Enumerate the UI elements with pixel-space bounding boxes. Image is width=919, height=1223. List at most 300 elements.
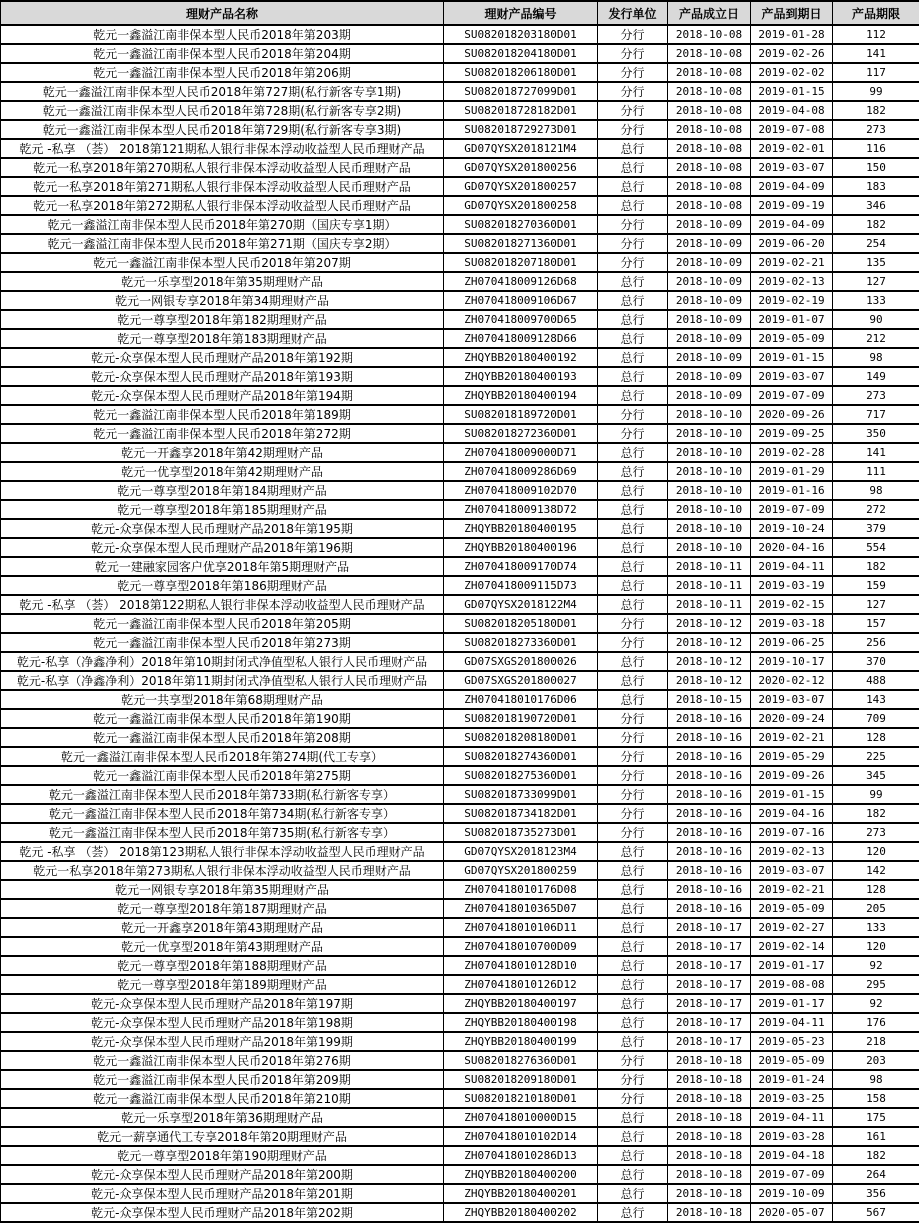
product-code-cell[interactable]: ZH070418009106D67	[444, 291, 598, 310]
maturity-date-cell[interactable]: 2019-01-15	[751, 82, 833, 101]
term-days-cell[interactable]: 90	[833, 310, 919, 329]
product-name-cell[interactable]: 乾元一建融家园客户优享2018年第5期理财产品	[1, 557, 444, 576]
term-days-cell[interactable]: 161	[833, 1127, 919, 1146]
start-date-cell[interactable]: 2018-10-10	[668, 538, 751, 557]
issuing-unit-cell[interactable]: 总行	[598, 557, 668, 576]
term-days-cell[interactable]: 116	[833, 139, 919, 158]
term-days-cell[interactable]: 135	[833, 253, 919, 272]
product-name-cell[interactable]: 乾元一优享型2018年第42期理财产品	[1, 462, 444, 481]
start-date-cell[interactable]: 2018-10-18	[668, 1203, 751, 1222]
start-date-cell[interactable]: 2018-10-15	[668, 690, 751, 709]
term-days-cell[interactable]: 142	[833, 861, 919, 880]
term-days-cell[interactable]: 120	[833, 842, 919, 861]
term-days-cell[interactable]: 176	[833, 1013, 919, 1032]
maturity-date-cell[interactable]: 2020-02-12	[751, 671, 833, 690]
term-days-cell[interactable]: 272	[833, 500, 919, 519]
term-days-cell[interactable]: 157	[833, 614, 919, 633]
maturity-date-cell[interactable]: 2019-07-16	[751, 823, 833, 842]
start-date-cell[interactable]: 2018-10-17	[668, 1013, 751, 1032]
issuing-unit-cell[interactable]: 总行	[598, 443, 668, 462]
issuing-unit-cell[interactable]: 总行	[598, 348, 668, 367]
product-code-cell[interactable]: ZH070418010365D07	[444, 899, 598, 918]
product-code-cell[interactable]: ZHQYBB20180400196	[444, 538, 598, 557]
maturity-date-cell[interactable]: 2019-02-01	[751, 139, 833, 158]
issuing-unit-cell[interactable]: 分行	[598, 44, 668, 63]
product-code-cell[interactable]: ZH070418009000D71	[444, 443, 598, 462]
start-date-cell[interactable]: 2018-10-18	[668, 1127, 751, 1146]
term-days-cell[interactable]: 158	[833, 1089, 919, 1108]
product-name-cell[interactable]: 乾元-众享保本型人民币理财产品2018年第193期	[1, 367, 444, 386]
term-days-cell[interactable]: 141	[833, 44, 919, 63]
product-code-cell[interactable]: ZHQYBB20180400193	[444, 367, 598, 386]
maturity-date-cell[interactable]: 2019-03-18	[751, 614, 833, 633]
maturity-date-cell[interactable]: 2019-03-07	[751, 158, 833, 177]
product-name-cell[interactable]: 乾元一尊享型2018年第182期理财产品	[1, 310, 444, 329]
product-name-cell[interactable]: 乾元一鑫溢江南非保本型人民币2018年第733期(私行新客专享）	[1, 785, 444, 804]
issuing-unit-cell[interactable]: 总行	[598, 386, 668, 405]
maturity-date-cell[interactable]: 2019-02-13	[751, 842, 833, 861]
term-days-cell[interactable]: 182	[833, 215, 919, 234]
product-code-cell[interactable]: ZHQYBB20180400202	[444, 1203, 598, 1222]
start-date-cell[interactable]: 2018-10-12	[668, 671, 751, 690]
maturity-date-cell[interactable]: 2019-02-28	[751, 443, 833, 462]
issuing-unit-cell[interactable]: 分行	[598, 728, 668, 747]
product-name-cell[interactable]: 乾元-众享保本型人民币理财产品2018年第201期	[1, 1184, 444, 1203]
maturity-date-cell[interactable]: 2019-02-19	[751, 291, 833, 310]
product-name-cell[interactable]: 乾元-私享（净鑫净利）2018年第10期封闭式净值型私人银行人民币理财产品	[1, 652, 444, 671]
term-days-cell[interactable]: 149	[833, 367, 919, 386]
term-days-cell[interactable]: 127	[833, 595, 919, 614]
product-name-cell[interactable]: 乾元一鑫溢江南非保本型人民币2018年第271期（国庆专享2期）	[1, 234, 444, 253]
issuing-unit-cell[interactable]: 分行	[598, 82, 668, 101]
start-date-cell[interactable]: 2018-10-09	[668, 348, 751, 367]
maturity-date-cell[interactable]: 2019-02-26	[751, 44, 833, 63]
term-days-cell[interactable]: 182	[833, 1146, 919, 1165]
product-code-cell[interactable]: SU082018205180D01	[444, 614, 598, 633]
product-code-cell[interactable]: ZHQYBB20180400198	[444, 1013, 598, 1032]
product-code-cell[interactable]: SU082018209180D01	[444, 1070, 598, 1089]
product-code-cell[interactable]: ZH070418009115D73	[444, 576, 598, 595]
product-name-cell[interactable]: 乾元一鑫溢江南非保本型人民币2018年第205期	[1, 614, 444, 633]
product-code-cell[interactable]: SU082018210180D01	[444, 1089, 598, 1108]
issuing-unit-cell[interactable]: 总行	[598, 1013, 668, 1032]
maturity-date-cell[interactable]: 2019-08-08	[751, 975, 833, 994]
start-date-cell[interactable]: 2018-10-09	[668, 329, 751, 348]
maturity-date-cell[interactable]: 2019-05-23	[751, 1032, 833, 1051]
product-name-cell[interactable]: 乾元一鑫溢江南非保本型人民币2018年第274期(代工专享）	[1, 747, 444, 766]
product-code-cell[interactable]: ZH070418010286D13	[444, 1146, 598, 1165]
start-date-cell[interactable]: 2018-10-08	[668, 44, 751, 63]
start-date-cell[interactable]: 2018-10-16	[668, 804, 751, 823]
product-name-cell[interactable]: 乾元一鑫溢江南非保本型人民币2018年第210期	[1, 1089, 444, 1108]
product-name-cell[interactable]: 乾元一尊享型2018年第186期理财产品	[1, 576, 444, 595]
product-code-cell[interactable]: ZHQYBB20180400192	[444, 348, 598, 367]
product-name-cell[interactable]: 乾元一鑫溢江南非保本型人民币2018年第206期	[1, 63, 444, 82]
start-date-cell[interactable]: 2018-10-18	[668, 1070, 751, 1089]
term-days-cell[interactable]: 112	[833, 25, 919, 44]
product-name-cell[interactable]: 乾元一开鑫享2018年第43期理财产品	[1, 918, 444, 937]
start-date-cell[interactable]: 2018-10-09	[668, 215, 751, 234]
maturity-date-cell[interactable]: 2019-04-18	[751, 1146, 833, 1165]
maturity-date-cell[interactable]: 2019-04-09	[751, 215, 833, 234]
issuing-unit-cell[interactable]: 总行	[598, 538, 668, 557]
maturity-date-cell[interactable]: 2019-07-09	[751, 1165, 833, 1184]
issuing-unit-cell[interactable]: 总行	[598, 576, 668, 595]
issuing-unit-cell[interactable]: 总行	[598, 937, 668, 956]
product-code-cell[interactable]: ZH070418009286D69	[444, 462, 598, 481]
product-code-cell[interactable]: ZH070418009170D74	[444, 557, 598, 576]
start-date-cell[interactable]: 2018-10-18	[668, 1165, 751, 1184]
product-name-cell[interactable]: 乾元一鑫溢江南非保本型人民币2018年第729期(私行新客专享3期)	[1, 120, 444, 139]
maturity-date-cell[interactable]: 2019-04-08	[751, 101, 833, 120]
term-days-cell[interactable]: 256	[833, 633, 919, 652]
product-code-cell[interactable]: ZH070418009128D66	[444, 329, 598, 348]
start-date-cell[interactable]: 2018-10-18	[668, 1051, 751, 1070]
issuing-unit-cell[interactable]: 分行	[598, 614, 668, 633]
issuing-unit-cell[interactable]: 分行	[598, 823, 668, 842]
term-days-cell[interactable]: 182	[833, 804, 919, 823]
product-name-cell[interactable]: 乾元-众享保本型人民币理财产品2018年第196期	[1, 538, 444, 557]
issuing-unit-cell[interactable]: 总行	[598, 956, 668, 975]
product-code-cell[interactable]: GD07QYSX2018121M4	[444, 139, 598, 158]
maturity-date-cell[interactable]: 2019-05-09	[751, 899, 833, 918]
issuing-unit-cell[interactable]: 总行	[598, 899, 668, 918]
maturity-date-cell[interactable]: 2019-04-11	[751, 557, 833, 576]
term-days-cell[interactable]: 356	[833, 1184, 919, 1203]
product-code-cell[interactable]: ZH070418009700D65	[444, 310, 598, 329]
term-days-cell[interactable]: 92	[833, 994, 919, 1013]
term-days-cell[interactable]: 98	[833, 481, 919, 500]
product-code-cell[interactable]: SU082018270360D01	[444, 215, 598, 234]
issuing-unit-cell[interactable]: 总行	[598, 842, 668, 861]
maturity-date-cell[interactable]: 2019-06-25	[751, 633, 833, 652]
term-days-cell[interactable]: 717	[833, 405, 919, 424]
product-code-cell[interactable]: SU082018728182D01	[444, 101, 598, 120]
issuing-unit-cell[interactable]: 分行	[598, 1070, 668, 1089]
issuing-unit-cell[interactable]: 总行	[598, 177, 668, 196]
issuing-unit-cell[interactable]: 总行	[598, 1127, 668, 1146]
issuing-unit-cell[interactable]: 分行	[598, 25, 668, 44]
product-name-cell[interactable]: 乾元一鑫溢江南非保本型人民币2018年第207期	[1, 253, 444, 272]
issuing-unit-cell[interactable]: 分行	[598, 215, 668, 234]
start-date-cell[interactable]: 2018-10-11	[668, 557, 751, 576]
start-date-cell[interactable]: 2018-10-11	[668, 576, 751, 595]
term-days-cell[interactable]: 98	[833, 1070, 919, 1089]
issuing-unit-cell[interactable]: 总行	[598, 1203, 668, 1222]
product-code-cell[interactable]: ZHQYBB20180400200	[444, 1165, 598, 1184]
maturity-date-cell[interactable]: 2019-02-21	[751, 728, 833, 747]
issuing-unit-cell[interactable]: 总行	[598, 880, 668, 899]
maturity-date-cell[interactable]: 2019-01-15	[751, 348, 833, 367]
issuing-unit-cell[interactable]: 分行	[598, 766, 668, 785]
term-days-cell[interactable]: 567	[833, 1203, 919, 1222]
issuing-unit-cell[interactable]: 总行	[598, 329, 668, 348]
product-code-cell[interactable]: ZH070418010176D06	[444, 690, 598, 709]
product-code-cell[interactable]: SU082018273360D01	[444, 633, 598, 652]
issuing-unit-cell[interactable]: 分行	[598, 1089, 668, 1108]
start-date-cell[interactable]: 2018-10-17	[668, 918, 751, 937]
start-date-cell[interactable]: 2018-10-08	[668, 63, 751, 82]
product-name-cell[interactable]: 乾元-众享保本型人民币理财产品2018年第195期	[1, 519, 444, 538]
start-date-cell[interactable]: 2018-10-10	[668, 481, 751, 500]
issuing-unit-cell[interactable]: 总行	[598, 975, 668, 994]
product-code-cell[interactable]: ZH070418010176D08	[444, 880, 598, 899]
term-days-cell[interactable]: 182	[833, 101, 919, 120]
maturity-date-cell[interactable]: 2019-07-09	[751, 386, 833, 405]
product-name-cell[interactable]: 乾元 -私享 （荟） 2018第122期私人银行非保本浮动收益型人民币理财产品	[1, 595, 444, 614]
product-name-cell[interactable]: 乾元-众享保本型人民币理财产品2018年第192期	[1, 348, 444, 367]
term-days-cell[interactable]: 128	[833, 728, 919, 747]
product-code-cell[interactable]: ZH070418010102D14	[444, 1127, 598, 1146]
product-name-cell[interactable]: 乾元一尊享型2018年第185期理财产品	[1, 500, 444, 519]
maturity-date-cell[interactable]: 2019-04-11	[751, 1108, 833, 1127]
maturity-date-cell[interactable]: 2019-01-15	[751, 785, 833, 804]
start-date-cell[interactable]: 2018-10-16	[668, 880, 751, 899]
product-code-cell[interactable]: ZH070418010128D10	[444, 956, 598, 975]
term-days-cell[interactable]: 273	[833, 823, 919, 842]
product-name-cell[interactable]: 乾元一薪享通代工专享2018年第20期理财产品	[1, 1127, 444, 1146]
start-date-cell[interactable]: 2018-10-10	[668, 443, 751, 462]
col-header-start-date[interactable]: 产品成立日	[668, 1, 751, 25]
maturity-date-cell[interactable]: 2019-10-17	[751, 652, 833, 671]
start-date-cell[interactable]: 2018-10-17	[668, 956, 751, 975]
start-date-cell[interactable]: 2018-10-16	[668, 899, 751, 918]
issuing-unit-cell[interactable]: 总行	[598, 690, 668, 709]
maturity-date-cell[interactable]: 2019-03-25	[751, 1089, 833, 1108]
product-code-cell[interactable]: SU082018206180D01	[444, 63, 598, 82]
start-date-cell[interactable]: 2018-10-10	[668, 405, 751, 424]
maturity-date-cell[interactable]: 2019-06-20	[751, 234, 833, 253]
product-name-cell[interactable]: 乾元-众享保本型人民币理财产品2018年第200期	[1, 1165, 444, 1184]
term-days-cell[interactable]: 370	[833, 652, 919, 671]
start-date-cell[interactable]: 2018-10-16	[668, 861, 751, 880]
product-code-cell[interactable]: SU082018274360D01	[444, 747, 598, 766]
issuing-unit-cell[interactable]: 分行	[598, 804, 668, 823]
start-date-cell[interactable]: 2018-10-18	[668, 1089, 751, 1108]
product-name-cell[interactable]: 乾元一尊享型2018年第184期理财产品	[1, 481, 444, 500]
product-name-cell[interactable]: 乾元-众享保本型人民币理财产品2018年第194期	[1, 386, 444, 405]
issuing-unit-cell[interactable]: 总行	[598, 481, 668, 500]
product-name-cell[interactable]: 乾元一尊享型2018年第187期理财产品	[1, 899, 444, 918]
term-days-cell[interactable]: 346	[833, 196, 919, 215]
product-code-cell[interactable]: SU082018208180D01	[444, 728, 598, 747]
maturity-date-cell[interactable]: 2019-04-11	[751, 1013, 833, 1032]
product-name-cell[interactable]: 乾元一鑫溢江南非保本型人民币2018年第190期	[1, 709, 444, 728]
term-days-cell[interactable]: 99	[833, 82, 919, 101]
maturity-date-cell[interactable]: 2019-01-16	[751, 481, 833, 500]
start-date-cell[interactable]: 2018-10-10	[668, 519, 751, 538]
start-date-cell[interactable]: 2018-10-09	[668, 234, 751, 253]
issuing-unit-cell[interactable]: 分行	[598, 747, 668, 766]
term-days-cell[interactable]: 182	[833, 557, 919, 576]
term-days-cell[interactable]: 254	[833, 234, 919, 253]
term-days-cell[interactable]: 143	[833, 690, 919, 709]
maturity-date-cell[interactable]: 2020-04-16	[751, 538, 833, 557]
issuing-unit-cell[interactable]: 分行	[598, 63, 668, 82]
start-date-cell[interactable]: 2018-10-08	[668, 177, 751, 196]
product-name-cell[interactable]: 乾元一乐享型2018年第36期理财产品	[1, 1108, 444, 1127]
maturity-date-cell[interactable]: 2019-03-07	[751, 861, 833, 880]
product-name-cell[interactable]: 乾元一私享2018年第270期私人银行非保本浮动收益型人民币理财产品	[1, 158, 444, 177]
product-code-cell[interactable]: ZHQYBB20180400199	[444, 1032, 598, 1051]
product-name-cell[interactable]: 乾元一鑫溢江南非保本型人民币2018年第273期	[1, 633, 444, 652]
maturity-date-cell[interactable]: 2019-02-27	[751, 918, 833, 937]
maturity-date-cell[interactable]: 2019-05-29	[751, 747, 833, 766]
issuing-unit-cell[interactable]: 总行	[598, 652, 668, 671]
issuing-unit-cell[interactable]: 分行	[598, 101, 668, 120]
term-days-cell[interactable]: 111	[833, 462, 919, 481]
product-code-cell[interactable]: GD07QYSX2018122M4	[444, 595, 598, 614]
term-days-cell[interactable]: 273	[833, 120, 919, 139]
product-name-cell[interactable]: 乾元一尊享型2018年第190期理财产品	[1, 1146, 444, 1165]
issuing-unit-cell[interactable]: 总行	[598, 918, 668, 937]
issuing-unit-cell[interactable]: 总行	[598, 158, 668, 177]
product-name-cell[interactable]: 乾元一尊享型2018年第189期理财产品	[1, 975, 444, 994]
start-date-cell[interactable]: 2018-10-16	[668, 747, 751, 766]
start-date-cell[interactable]: 2018-10-17	[668, 1032, 751, 1051]
product-code-cell[interactable]: ZHQYBB20180400195	[444, 519, 598, 538]
maturity-date-cell[interactable]: 2019-10-24	[751, 519, 833, 538]
product-name-cell[interactable]: 乾元一鑫溢江南非保本型人民币2018年第203期	[1, 25, 444, 44]
term-days-cell[interactable]: 295	[833, 975, 919, 994]
product-code-cell[interactable]: SU082018276360D01	[444, 1051, 598, 1070]
product-code-cell[interactable]: SU082018733099D01	[444, 785, 598, 804]
start-date-cell[interactable]: 2018-10-08	[668, 82, 751, 101]
product-name-cell[interactable]: 乾元一共享型2018年第68期理财产品	[1, 690, 444, 709]
term-days-cell[interactable]: 183	[833, 177, 919, 196]
issuing-unit-cell[interactable]: 总行	[598, 310, 668, 329]
product-name-cell[interactable]: 乾元一鑫溢江南非保本型人民币2018年第728期(私行新客专享2期)	[1, 101, 444, 120]
product-code-cell[interactable]: SU082018275360D01	[444, 766, 598, 785]
product-name-cell[interactable]: 乾元一鑫溢江南非保本型人民币2018年第272期	[1, 424, 444, 443]
maturity-date-cell[interactable]: 2019-09-19	[751, 196, 833, 215]
term-days-cell[interactable]: 273	[833, 386, 919, 405]
start-date-cell[interactable]: 2018-10-08	[668, 196, 751, 215]
start-date-cell[interactable]: 2018-10-10	[668, 462, 751, 481]
issuing-unit-cell[interactable]: 总行	[598, 519, 668, 538]
maturity-date-cell[interactable]: 2019-02-13	[751, 272, 833, 291]
product-code-cell[interactable]: SU082018735273D01	[444, 823, 598, 842]
product-name-cell[interactable]: 乾元-众享保本型人民币理财产品2018年第202期	[1, 1203, 444, 1222]
issuing-unit-cell[interactable]: 总行	[598, 1184, 668, 1203]
maturity-date-cell[interactable]: 2019-10-09	[751, 1184, 833, 1203]
maturity-date-cell[interactable]: 2019-02-02	[751, 63, 833, 82]
term-days-cell[interactable]: 488	[833, 671, 919, 690]
product-code-cell[interactable]: ZHQYBB20180400197	[444, 994, 598, 1013]
product-code-cell[interactable]: GD07QYSX2018123M4	[444, 842, 598, 861]
product-name-cell[interactable]: 乾元-私享（净鑫净利）2018年第11期封闭式净值型私人银行人民币理财产品	[1, 671, 444, 690]
issuing-unit-cell[interactable]: 总行	[598, 367, 668, 386]
product-code-cell[interactable]: SU082018734182D01	[444, 804, 598, 823]
term-days-cell[interactable]: 225	[833, 747, 919, 766]
issuing-unit-cell[interactable]: 总行	[598, 994, 668, 1013]
issuing-unit-cell[interactable]: 分行	[598, 424, 668, 443]
product-code-cell[interactable]: SU082018189720D01	[444, 405, 598, 424]
maturity-date-cell[interactable]: 2019-01-17	[751, 956, 833, 975]
product-name-cell[interactable]: 乾元一鑫溢江南非保本型人民币2018年第276期	[1, 1051, 444, 1070]
product-code-cell[interactable]: ZH070418010126D12	[444, 975, 598, 994]
start-date-cell[interactable]: 2018-10-12	[668, 633, 751, 652]
maturity-date-cell[interactable]: 2019-07-09	[751, 500, 833, 519]
product-code-cell[interactable]: SU082018203180D01	[444, 25, 598, 44]
maturity-date-cell[interactable]: 2019-02-14	[751, 937, 833, 956]
product-code-cell[interactable]: GD07QYSX201800259	[444, 861, 598, 880]
product-name-cell[interactable]: 乾元-众享保本型人民币理财产品2018年第197期	[1, 994, 444, 1013]
maturity-date-cell[interactable]: 2019-02-21	[751, 880, 833, 899]
term-days-cell[interactable]: 554	[833, 538, 919, 557]
product-name-cell[interactable]: 乾元-众享保本型人民币理财产品2018年第199期	[1, 1032, 444, 1051]
product-name-cell[interactable]: 乾元一乐享型2018年第35期理财产品	[1, 272, 444, 291]
start-date-cell[interactable]: 2018-10-08	[668, 158, 751, 177]
start-date-cell[interactable]: 2018-10-12	[668, 614, 751, 633]
start-date-cell[interactable]: 2018-10-16	[668, 728, 751, 747]
col-header-term-days[interactable]: 产品期限	[833, 1, 919, 25]
issuing-unit-cell[interactable]: 分行	[598, 633, 668, 652]
term-days-cell[interactable]: 127	[833, 272, 919, 291]
product-code-cell[interactable]: ZHQYBB20180400201	[444, 1184, 598, 1203]
term-days-cell[interactable]: 133	[833, 291, 919, 310]
issuing-unit-cell[interactable]: 总行	[598, 272, 668, 291]
start-date-cell[interactable]: 2018-10-10	[668, 424, 751, 443]
term-days-cell[interactable]: 133	[833, 918, 919, 937]
start-date-cell[interactable]: 2018-10-16	[668, 766, 751, 785]
term-days-cell[interactable]: 379	[833, 519, 919, 538]
start-date-cell[interactable]: 2018-10-17	[668, 975, 751, 994]
term-days-cell[interactable]: 150	[833, 158, 919, 177]
maturity-date-cell[interactable]: 2019-01-28	[751, 25, 833, 44]
start-date-cell[interactable]: 2018-10-09	[668, 272, 751, 291]
col-header-product-name[interactable]: 理财产品名称	[1, 1, 444, 25]
maturity-date-cell[interactable]: 2019-01-17	[751, 994, 833, 1013]
product-name-cell[interactable]: 乾元一尊享型2018年第183期理财产品	[1, 329, 444, 348]
product-name-cell[interactable]: 乾元一鑫溢江南非保本型人民币2018年第209期	[1, 1070, 444, 1089]
product-code-cell[interactable]: ZH070418009102D70	[444, 481, 598, 500]
product-code-cell[interactable]: GD07QYSX201800257	[444, 177, 598, 196]
product-code-cell[interactable]: ZHQYBB20180400194	[444, 386, 598, 405]
issuing-unit-cell[interactable]: 分行	[598, 234, 668, 253]
maturity-date-cell[interactable]: 2019-02-21	[751, 253, 833, 272]
product-name-cell[interactable]: 乾元一鑫溢江南非保本型人民币2018年第270期（国庆专享1期）	[1, 215, 444, 234]
product-code-cell[interactable]: SU082018729273D01	[444, 120, 598, 139]
product-name-cell[interactable]: 乾元一网银专享2018年第35期理财产品	[1, 880, 444, 899]
term-days-cell[interactable]: 175	[833, 1108, 919, 1127]
term-days-cell[interactable]: 128	[833, 880, 919, 899]
maturity-date-cell[interactable]: 2019-03-28	[751, 1127, 833, 1146]
product-name-cell[interactable]: 乾元一鑫溢江南非保本型人民币2018年第208期	[1, 728, 444, 747]
start-date-cell[interactable]: 2018-10-18	[668, 1146, 751, 1165]
term-days-cell[interactable]: 205	[833, 899, 919, 918]
term-days-cell[interactable]: 218	[833, 1032, 919, 1051]
issuing-unit-cell[interactable]: 总行	[598, 500, 668, 519]
start-date-cell[interactable]: 2018-10-16	[668, 785, 751, 804]
product-code-cell[interactable]: GD07SXGS201800027	[444, 671, 598, 690]
start-date-cell[interactable]: 2018-10-12	[668, 652, 751, 671]
issuing-unit-cell[interactable]: 总行	[598, 462, 668, 481]
product-code-cell[interactable]: ZH070418010000D15	[444, 1108, 598, 1127]
start-date-cell[interactable]: 2018-10-18	[668, 1184, 751, 1203]
term-days-cell[interactable]: 350	[833, 424, 919, 443]
term-days-cell[interactable]: 709	[833, 709, 919, 728]
start-date-cell[interactable]: 2018-10-17	[668, 994, 751, 1013]
product-name-cell[interactable]: 乾元一鑫溢江南非保本型人民币2018年第204期	[1, 44, 444, 63]
col-header-issuing-unit[interactable]: 发行单位	[598, 1, 668, 25]
start-date-cell[interactable]: 2018-10-16	[668, 709, 751, 728]
start-date-cell[interactable]: 2018-10-16	[668, 823, 751, 842]
start-date-cell[interactable]: 2018-10-11	[668, 595, 751, 614]
issuing-unit-cell[interactable]: 总行	[598, 139, 668, 158]
product-name-cell[interactable]: 乾元 -私享 （荟） 2018第123期私人银行非保本浮动收益型人民币理财产品	[1, 842, 444, 861]
maturity-date-cell[interactable]: 2019-01-24	[751, 1070, 833, 1089]
